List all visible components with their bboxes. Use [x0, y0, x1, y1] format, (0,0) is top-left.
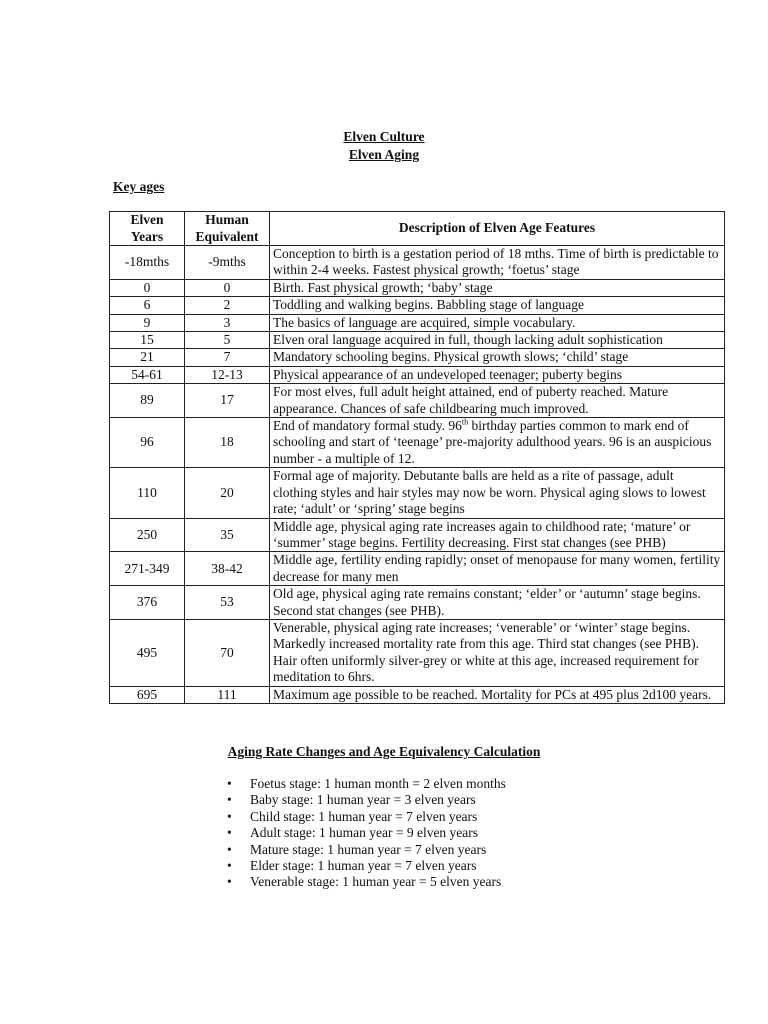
list-item [225, 776, 506, 792]
table-row [110, 686, 725, 703]
elven-years-cell: -18mths [110, 246, 185, 280]
list-item-text: Foetus stage: 1 human month = 2 elven months [250, 776, 506, 791]
human-equivalent-cell: 70 [185, 619, 270, 686]
elven-years-header [110, 212, 185, 246]
header-text: Elven [130, 212, 164, 228]
human-equivalent-cell: 18 [185, 418, 270, 468]
list-item [225, 874, 506, 890]
table-header-row [110, 212, 725, 246]
key-ages-heading: Key ages [113, 179, 165, 194]
elven-years-cell: 21 [110, 349, 185, 366]
table-row [110, 349, 725, 366]
description-cell: Toddling and walking begins. Babbling stage of language [270, 297, 725, 314]
list-item-text: Adult stage: 1 human year = 9 elven years [250, 825, 479, 841]
table-row [110, 366, 725, 383]
header-text: Human [205, 212, 249, 228]
table-row [110, 384, 725, 418]
human-equivalent-cell: 53 [185, 586, 270, 620]
elven-years-cell: 6 [110, 297, 185, 314]
description-cell: Maximum age possible to be reached. Mortality for PCs at 495 plus 2d100 years. [270, 686, 725, 703]
description-text: End of mandatory formal study. 96 [273, 418, 462, 434]
ordinal-suffix: th [461, 417, 469, 427]
bullet-icon: • [227, 792, 232, 808]
bullet-icon: • [227, 776, 232, 791]
table-row [110, 468, 725, 518]
table-row [110, 332, 725, 349]
list-item [225, 858, 506, 874]
list-item [225, 809, 506, 825]
aging-rate-heading: Aging Rate Changes and Age Equivalency Calculation [227, 744, 541, 759]
description-cell: The basics of language are acquired, simple vocabulary. [270, 314, 725, 331]
table-row [110, 246, 725, 280]
human-equivalent-cell: 7 [185, 349, 270, 366]
list-item-text: Mature stage: 1 human year = 7 elven years [250, 841, 487, 857]
human-equivalent-cell: 2 [185, 297, 270, 314]
aging-rate-list [225, 776, 506, 891]
description-cell: Formal age of majority. Debutante balls are held as a rite of passage, adult clothing styles and hair styles may now be worn. Physical aging slows to lowest rate; ‘adult’ or ‘spring’ stage begins [270, 468, 725, 518]
elven-years-cell: 54-61 [110, 366, 185, 383]
document-subtitle: Elven Aging [348, 147, 420, 162]
table-row [110, 314, 725, 331]
human-equivalent-cell: 12-13 [185, 366, 270, 383]
description-text: birthday parties common to mark end of schooling and start of ‘teenage’ pre-majority adulthood years. 96 is an auspicious number - a multiple of 12. [273, 418, 712, 466]
list-item [225, 825, 506, 841]
description-cell: Physical appearance of an undeveloped teenager; puberty begins [270, 366, 725, 383]
elven-years-cell: 110 [110, 468, 185, 518]
list-item [225, 842, 506, 858]
description-cell: Birth. Fast physical growth; ‘baby’ stage [270, 279, 725, 296]
human-equivalent-cell: 38-42 [185, 552, 270, 586]
description-cell: Mandatory schooling begins. Physical growth slows; ‘child’ stage [270, 349, 725, 366]
table-row [110, 619, 725, 686]
human-equivalent-header [185, 212, 270, 246]
description-cell: Venerable, physical aging rate increases; ‘venerable’ or ‘winter’ stage begins. Markedly increased mortality rate from this age. Third stat changes (see PHB). Hair often uniformly silver-grey or white at this age, increased requirement for meditation to 6hrs. [270, 619, 725, 686]
bullet-icon: • [227, 841, 232, 857]
elven-years-cell: 271-349 [110, 552, 185, 586]
description-cell: Elven oral language acquired in full, though lacking adult sophistication [270, 332, 725, 349]
table-row [110, 552, 725, 586]
description-cell [270, 418, 725, 468]
bullet-icon: • [227, 825, 232, 841]
bullet-icon: • [227, 874, 232, 890]
description-cell: Conception to birth is a gestation period of 18 mths. Time of birth is predictable to within 2-4 weeks. Fastest physical growth; ‘foetus’ stage [270, 246, 725, 280]
elven-years-cell: 250 [110, 518, 185, 552]
description-cell: For most elves, full adult height attained, end of puberty reached. Mature appearance. Chances of safe childbearing much improved. [270, 384, 725, 418]
elven-years-cell: 15 [110, 332, 185, 349]
list-item-text: Elder stage: 1 human year = 7 elven years [250, 858, 477, 874]
description-header: Description of Elven Age Features [270, 212, 725, 246]
list-item-text: Child stage: 1 human year = 7 elven years [250, 808, 478, 824]
human-equivalent-cell: 0 [185, 279, 270, 296]
table-row [110, 297, 725, 314]
human-equivalent-cell: 35 [185, 518, 270, 552]
bullet-icon: • [227, 808, 232, 824]
elven-years-cell: 96 [110, 418, 185, 468]
description-cell: Middle age, fertility ending rapidly; onset of menopause for many women, fertility decrease for many men [270, 552, 725, 586]
document-title: Elven Culture [343, 129, 425, 144]
bullet-icon: • [227, 858, 232, 874]
header-text: Equivalent [195, 228, 259, 244]
description-cell: Middle age, physical aging rate increases again to childhood rate; ‘mature’ or ‘summer’ stage begins. Fertility decreasing. First stat changes (see PHB) [270, 518, 725, 552]
human-equivalent-cell: 17 [185, 384, 270, 418]
description-cell: Old age, physical aging rate remains constant; ‘elder’ or ‘autumn’ stage begins. Second stat changes (see PHB). [270, 586, 725, 620]
elven-years-cell: 89 [110, 384, 185, 418]
table-row [110, 279, 725, 296]
table-row [110, 418, 725, 468]
key-ages-table [109, 211, 725, 704]
table-row [110, 518, 725, 552]
header-text: Years [130, 228, 164, 244]
table-row [110, 586, 725, 620]
elven-years-cell: 9 [110, 314, 185, 331]
list-item-text: Venerable stage: 1 human year = 5 elven years [250, 874, 502, 890]
human-equivalent-cell: 5 [185, 332, 270, 349]
human-equivalent-cell: 3 [185, 314, 270, 331]
elven-years-cell: 695 [110, 686, 185, 703]
elven-years-cell: 0 [110, 279, 185, 296]
human-equivalent-cell: -9mths [185, 246, 270, 280]
elven-years-cell: 495 [110, 619, 185, 686]
list-item-text: Baby stage: 1 human year = 3 elven years [250, 792, 476, 808]
list-item [225, 792, 506, 808]
elven-years-cell: 376 [110, 586, 185, 620]
human-equivalent-cell: 111 [185, 686, 270, 703]
human-equivalent-cell: 20 [185, 468, 270, 518]
